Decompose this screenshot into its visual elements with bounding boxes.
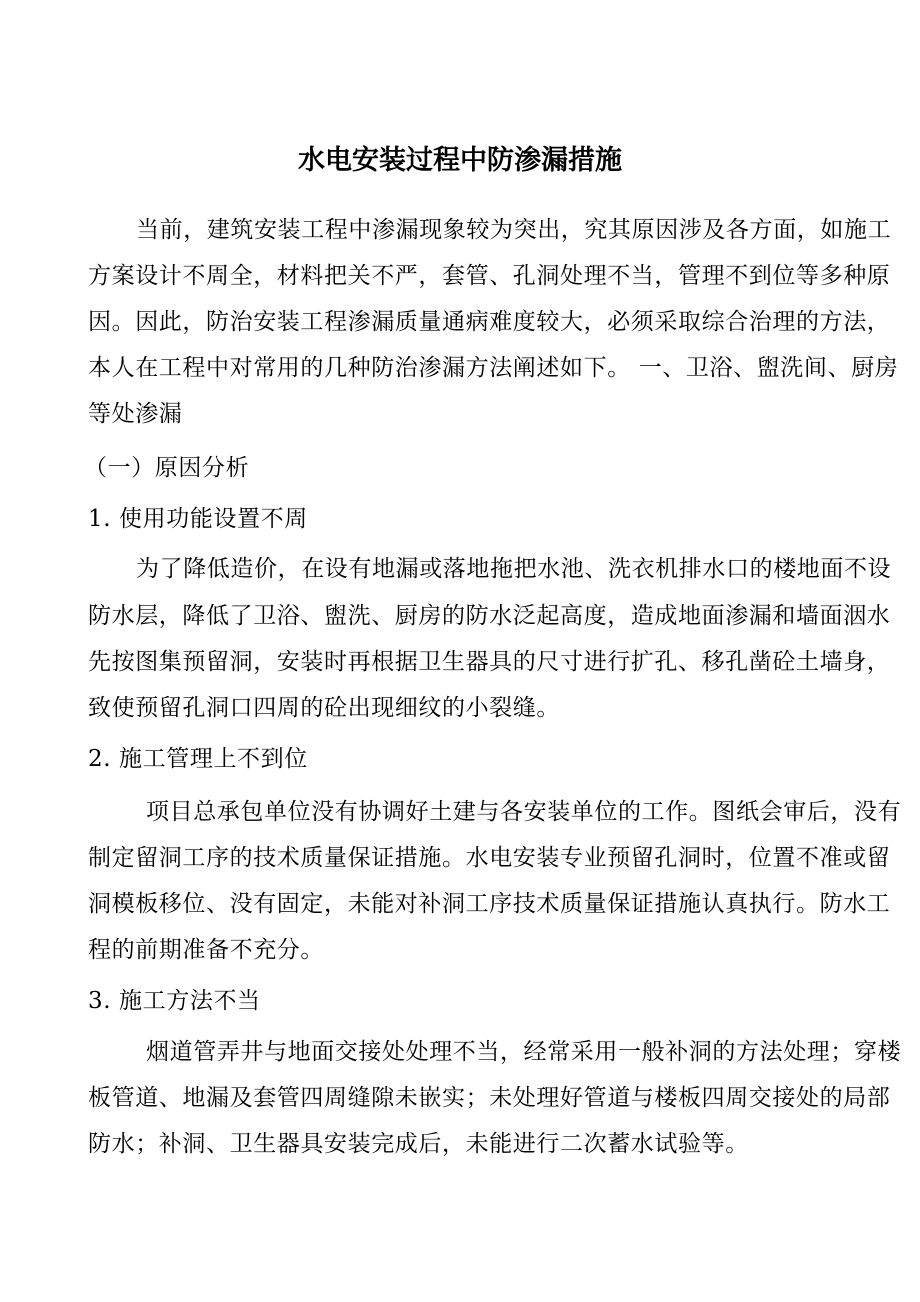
paragraph-line: 等处渗漏 <box>88 401 183 427</box>
paragraph-line: 项目总承包单位没有协调好土建与各安装单位的工作。图纸会审后，没有 <box>146 799 902 825</box>
item-heading: 1. 使用功能设置不周 <box>88 506 308 532</box>
item-heading: 2. 施工管理上不到位 <box>88 746 308 772</box>
paragraph-line: 当前，建筑安装工程中渗漏现象较为突出，究其原因涉及各方面，如施工 <box>136 217 892 243</box>
paragraph-line: 先按图集预留洞，安装时再根据卫生器具的尺寸进行扩孔、移孔凿砼土墙身， <box>88 649 891 675</box>
section-heading: （一）原因分析 <box>84 455 250 481</box>
paragraph-line: 防水层，降低了卫浴、盥洗、厨房的防水泛起高度，造成地面渗漏和墙面洇水 <box>88 603 891 629</box>
paragraph-line: 制定留洞工序的技术质量保证措施。水电安装专业预留孔洞时，位置不准或留 <box>88 845 891 871</box>
paragraph-line: 因。因此，防治安装工程渗漏质量通病难度较大，必须采取综合治理的方法， <box>88 309 891 335</box>
paragraph-line: 方案设计不周全，材料把关不严，套管、孔洞处理不当，管理不到位等多种原 <box>88 263 891 289</box>
paragraph-line: 程的前期准备不充分。 <box>88 937 324 963</box>
paragraph-line: 板管道、地漏及套管四周缝隙未嵌实；未处理好管道与楼板四周交接处的局部 <box>88 1085 891 1111</box>
paragraph-line: 为了降低造价，在设有地漏或落地拖把水池、洗衣机排水口的楼地面不设 <box>136 556 892 582</box>
paragraph-line: 防水；补洞、卫生器具安装完成后，未能进行二次蓄水试验等。 <box>88 1131 749 1157</box>
item-heading: 3. 施工方法不当 <box>88 988 261 1014</box>
document-title: 水电安装过程中防渗漏措施 <box>298 145 622 176</box>
paragraph-line: 烟道管弄井与地面交接处处理不当，经常采用一般补洞的方法处理；穿楼 <box>146 1039 902 1065</box>
paragraph-line: 致使预留孔洞口四周的砼出现细纹的小裂缝。 <box>88 695 560 721</box>
paragraph-line: 本人在工程中对常用的几种防治渗漏方法阐述如下。 一、卫浴、盥洗间、厨房 <box>88 355 899 381</box>
paragraph-line: 洞模板移位、没有固定，未能对补洞工序技术质量保证措施认真执行。防水工 <box>88 891 891 917</box>
